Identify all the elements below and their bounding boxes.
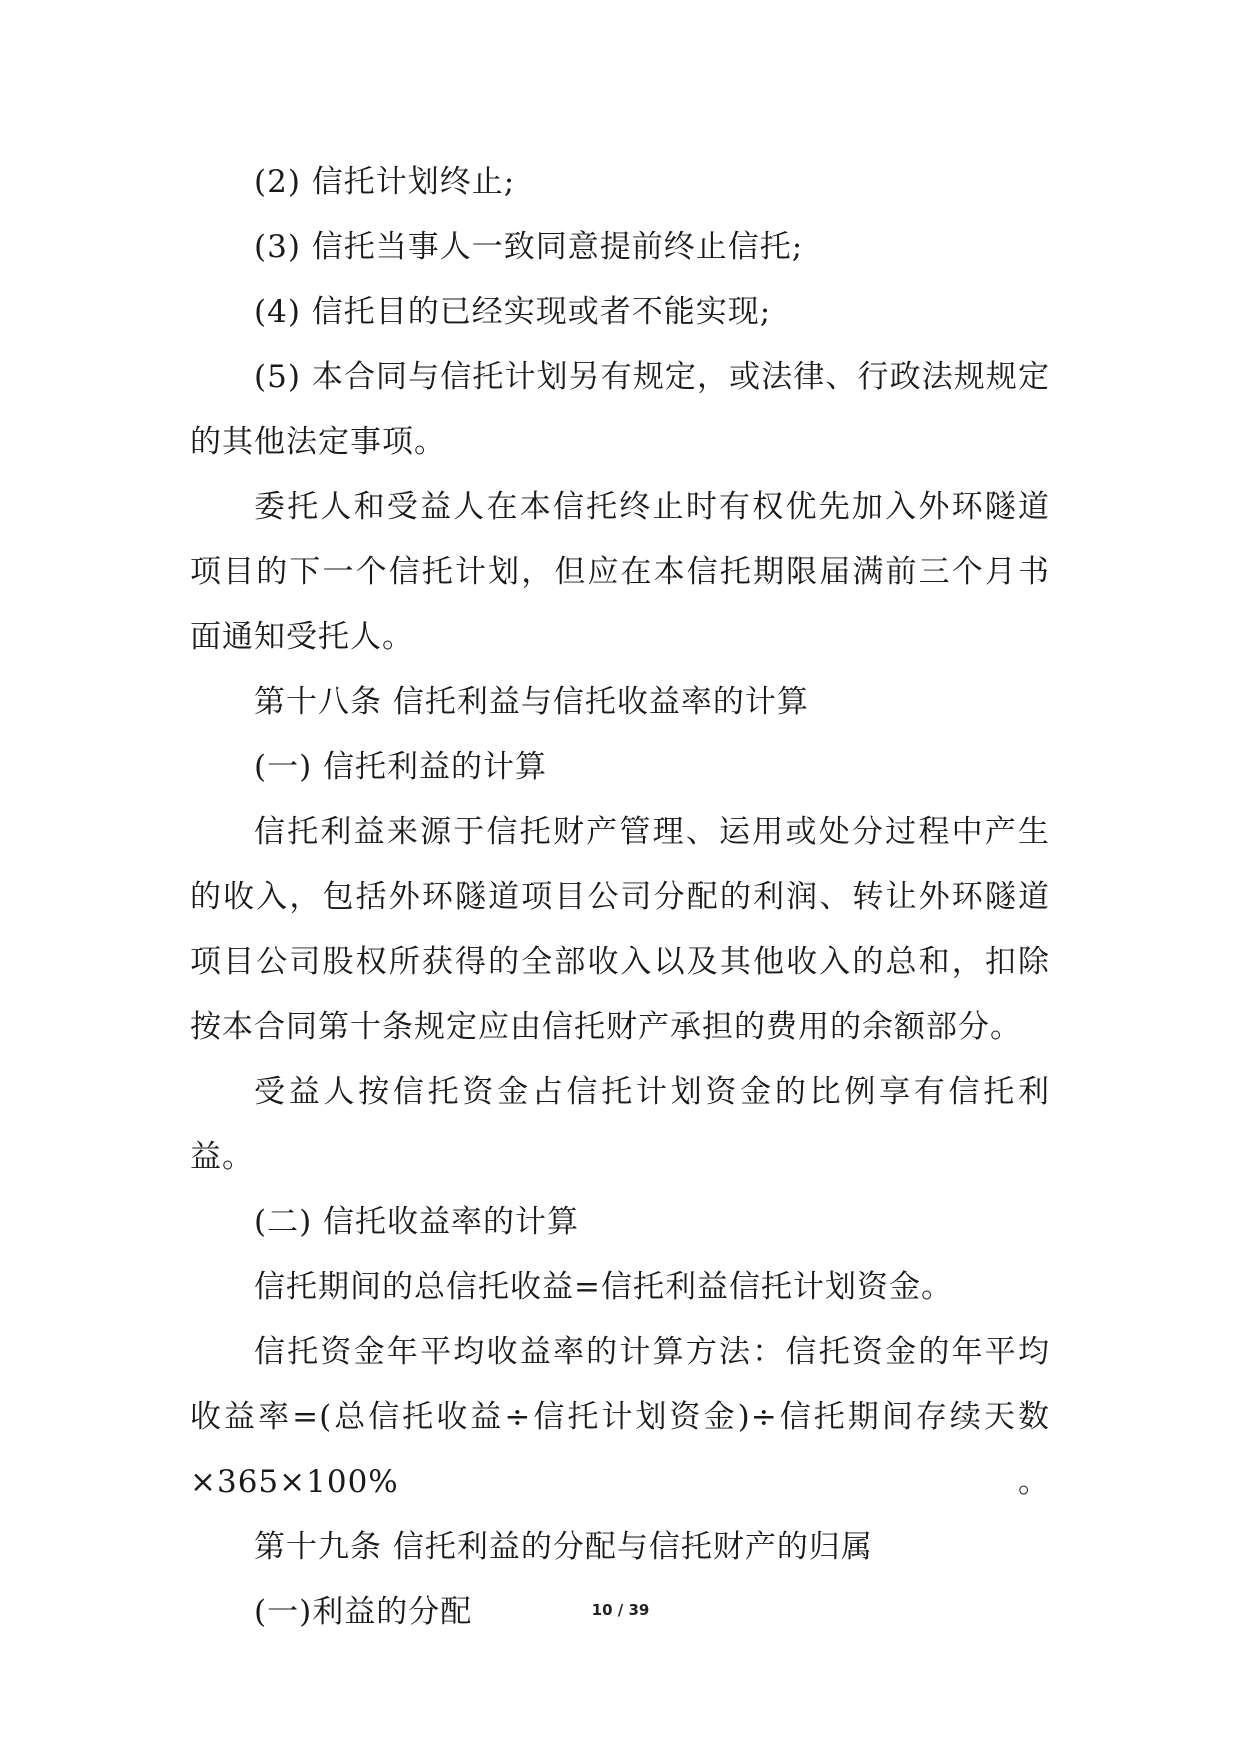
list-item-termination-other: (5) 本合同与信托计划另有规定，或法律、行政法规规定的其他法定事项。 [190, 359, 1050, 460]
list-item-termination-purpose: (4) 信托目的已经实现或者不能实现; [254, 294, 772, 330]
document-body [190, 150, 1050, 1645]
section-heading-yield-rate: (二) 信托收益率的计算 [254, 1204, 580, 1240]
paragraph-priority-right: 委托人和受益人在本信托终止时有权优先加入外环隧道项目的下一个信托计划，但应在本信托期限届满前三个月书面通知受托人。 [190, 489, 1050, 655]
paragraph-benefit-source: 信托利益来源于信托财产管理、运用或处分过程中产生的收入，包括外环隧道项目公司分配的利润、转让外环隧道项目公司股权所获得的全部收入以及其他收入的总和，扣除按本合同第十条规定应由信托财产承担的费用的余额部分。 [190, 814, 1050, 1045]
article-18-heading: 第十八条 信托利益与信托收益率的计算 [254, 684, 809, 720]
paragraph-yield-formula: 信托资金年平均收益率的计算方法：信托资金的年平均收益率=(总信托收益÷信托计划资金)÷信托期间存续天数×365×100%。 [190, 1334, 1050, 1500]
section-heading-benefit-distribution: (一)利益的分配 [254, 1594, 473, 1630]
page-number: 10 / 39 [591, 1601, 650, 1619]
article-19-heading: 第十九条 信托利益的分配与信托财产的归属 [254, 1529, 873, 1565]
list-item-termination-consent: (3) 信托当事人一致同意提前终止信托; [254, 229, 804, 265]
list-item-termination-plan: (2) 信托计划终止; [254, 164, 516, 200]
section-heading-trust-benefit: (一) 信托利益的计算 [254, 749, 548, 785]
paragraph-benefit-share: 受益人按信托资金占信托计划资金的比例享有信托利益。 [190, 1074, 1050, 1175]
paragraph-total-yield: 信托期间的总信托收益=信托利益信托计划资金。 [254, 1269, 953, 1305]
